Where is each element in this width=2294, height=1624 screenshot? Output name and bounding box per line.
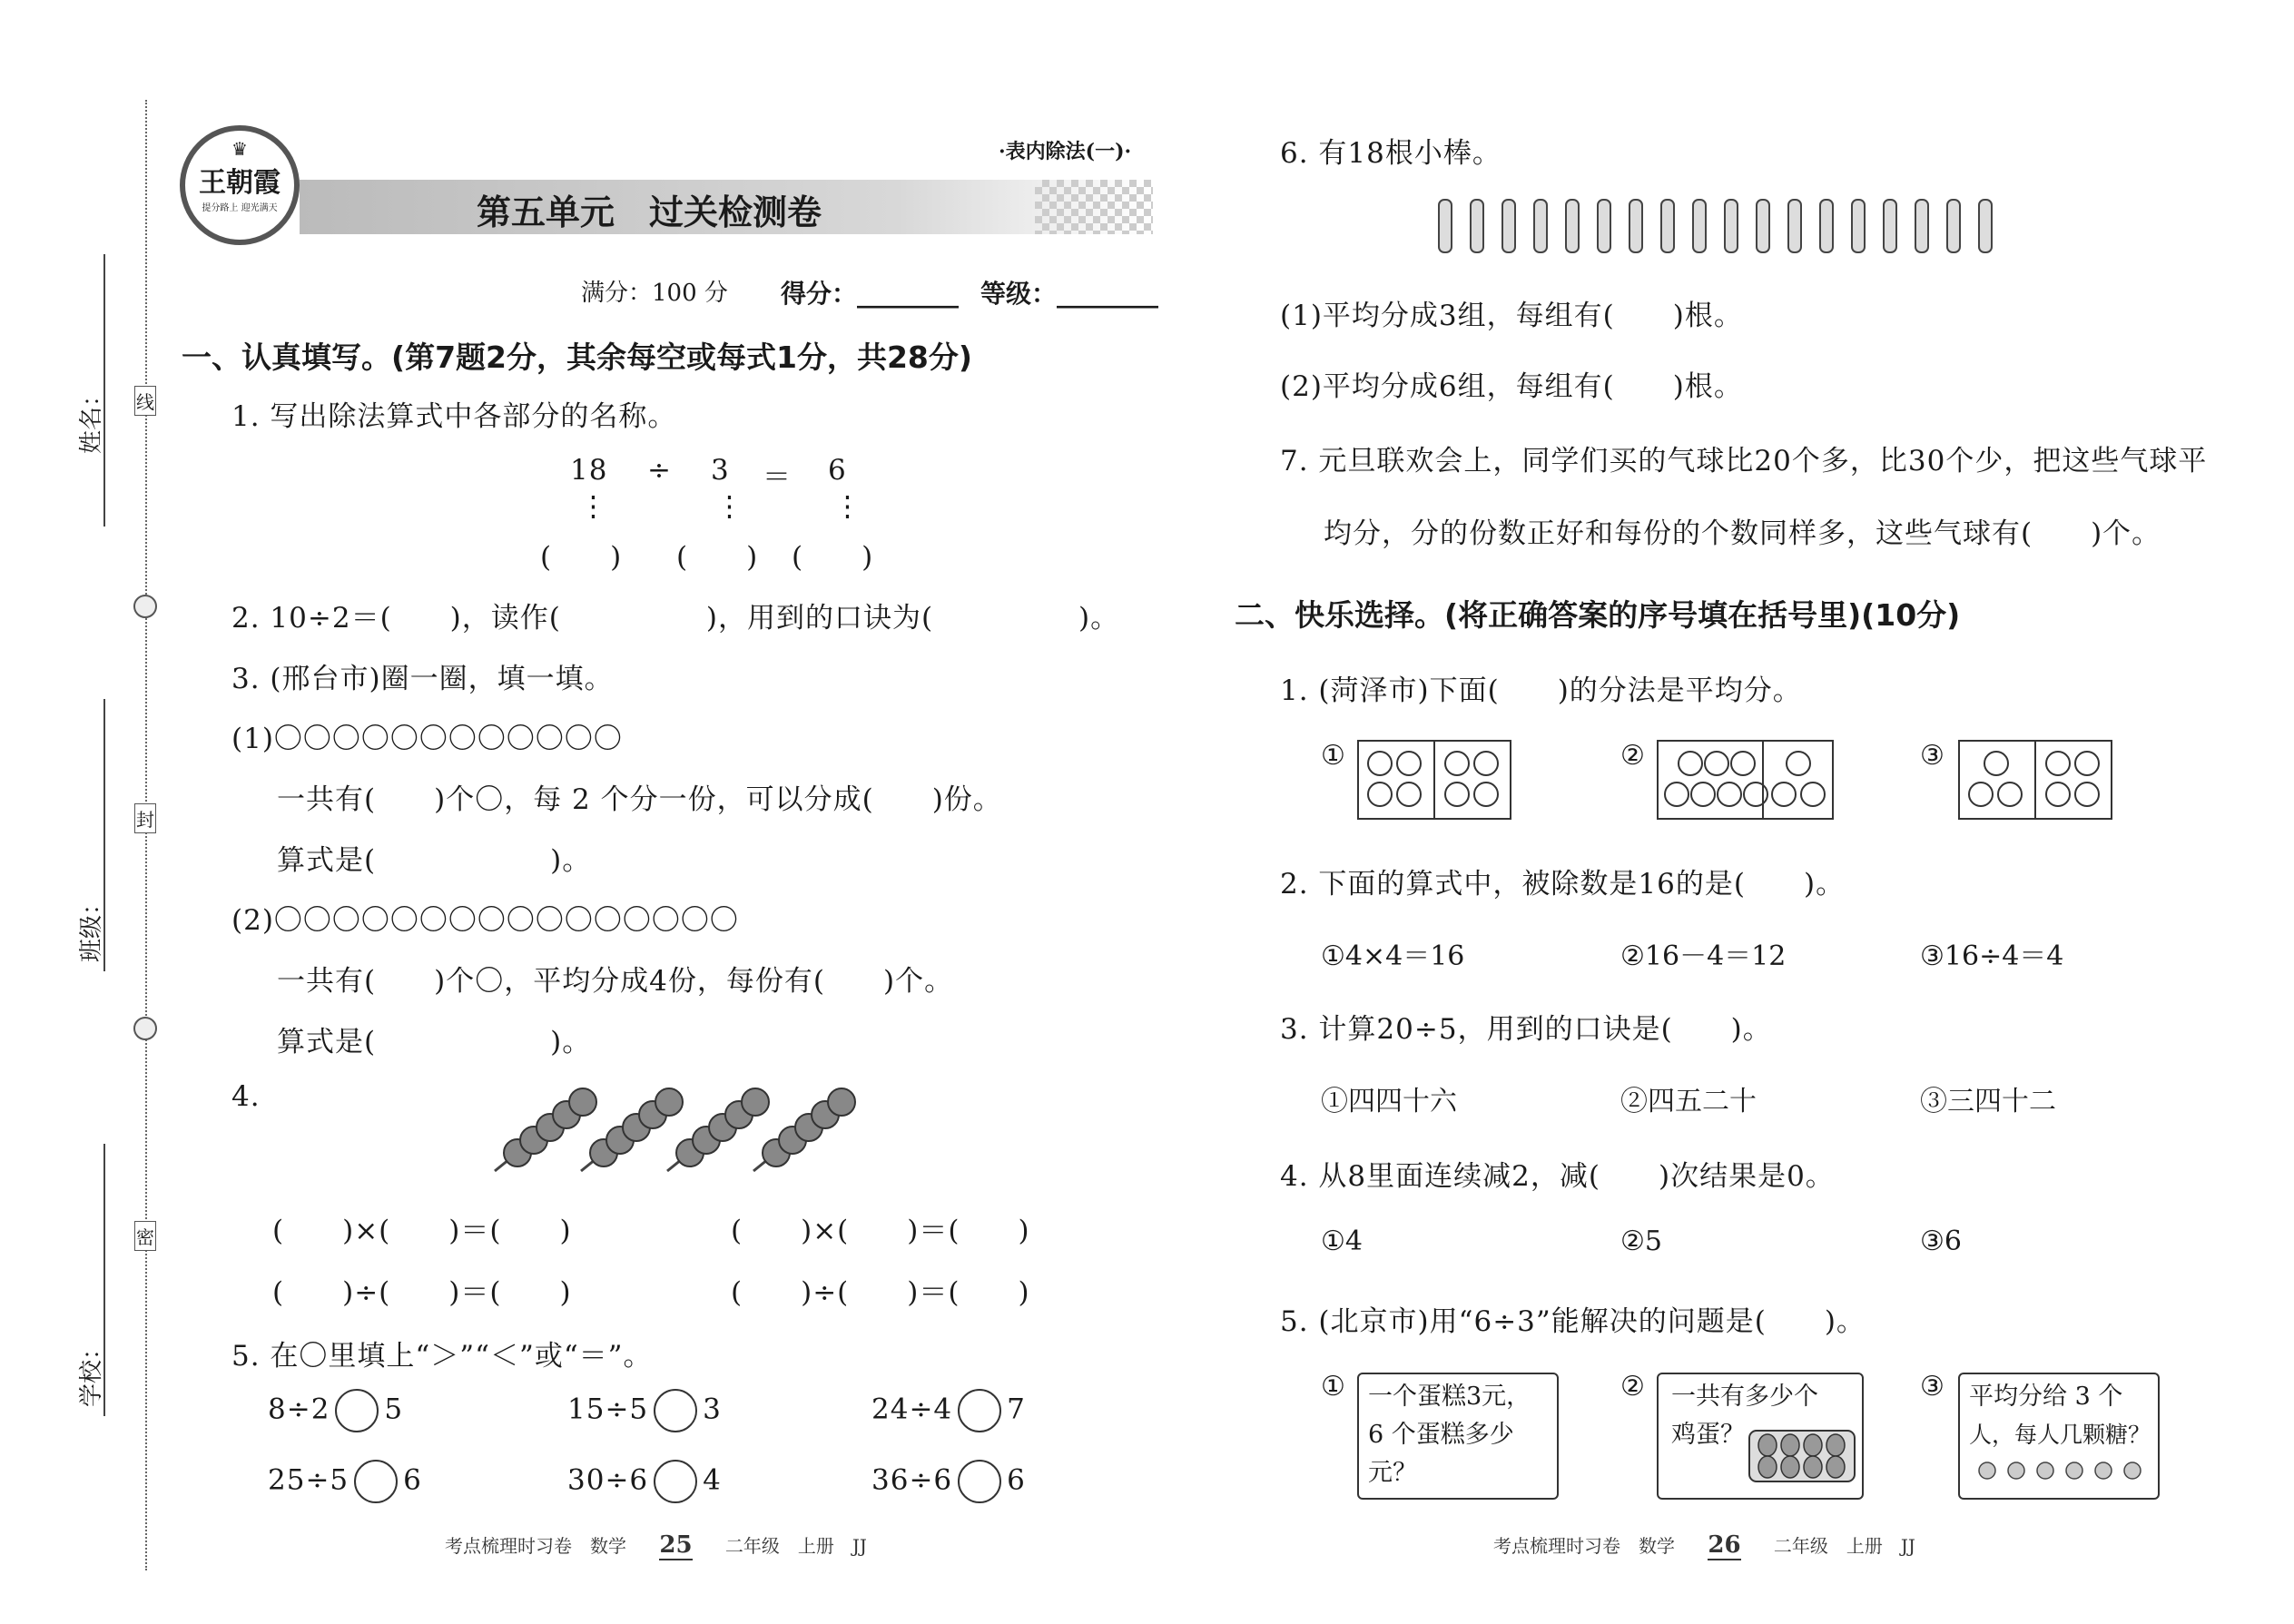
compare-circle[interactable] xyxy=(354,1460,398,1503)
box3-line1: 平均分给 3 个 xyxy=(1969,1383,2123,1411)
option-label[interactable]: ③ xyxy=(1920,1371,1944,1403)
page-number: 25 xyxy=(659,1531,693,1559)
stick-icon xyxy=(1979,200,1992,252)
s2-q4-option-3[interactable]: ③6 xyxy=(1920,1225,1962,1257)
q3-part1-line2: 算式是( )。 xyxy=(277,844,592,877)
stick-icon xyxy=(1471,200,1483,252)
q5-right: 7 xyxy=(1007,1393,1026,1426)
s2-q2-text: 2. 下面的算式中，被除数是16的是( )。 xyxy=(1280,868,1846,901)
s2-q3-text: 3. 计算20÷5，用到的口诀是( )。 xyxy=(1280,1013,1772,1046)
q5-item xyxy=(567,1389,722,1432)
q5-left: 36÷6 xyxy=(871,1463,953,1497)
logo-name: 王朝霞 xyxy=(199,167,281,199)
binding-hole-icon xyxy=(133,1017,157,1040)
q3-text: 3. (邢台市)圈一圈，填一填。 xyxy=(231,663,614,695)
q3-part2-circles: (2)〇〇〇〇〇〇〇〇〇〇〇〇〇〇〇〇 xyxy=(231,904,739,937)
expr-divisor: 3 xyxy=(711,454,730,487)
box1-line3: 元？ xyxy=(1368,1459,1417,1487)
footer-series: 考点梳理时习卷 数学 xyxy=(445,1535,626,1557)
problem-box-3 xyxy=(1958,1373,2160,1500)
problem-box-1 xyxy=(1357,1373,1559,1500)
q3-part1-line1: 一共有( )个〇，每 2 个分一份，可以分成( )份。 xyxy=(277,783,1002,816)
box2-line1: 一共有多少个 xyxy=(1671,1383,1818,1411)
blank-divisor[interactable]: ( ) xyxy=(676,541,759,574)
q5-left: 24÷4 xyxy=(871,1393,953,1426)
footer-grade: 二年级 上册 JJ xyxy=(1773,1535,1915,1557)
section2-title: 二、快乐选择。(将正确答案的序号填在括号里)(10分) xyxy=(1235,597,1961,633)
stick-icon xyxy=(1788,200,1801,252)
s2-q5-text: 5. (北京市)用“6÷3”能解决的问题是( )。 xyxy=(1280,1305,1866,1338)
stick-icon xyxy=(1884,200,1896,252)
compare-circle[interactable] xyxy=(958,1389,1001,1432)
option-label[interactable]: ③ xyxy=(1920,740,1944,772)
stick-icon xyxy=(1693,200,1706,252)
q5-item xyxy=(871,1460,1026,1503)
page-number: 26 xyxy=(1708,1531,1741,1559)
dots-2: ⋮ xyxy=(715,490,744,523)
q4-number: 4. xyxy=(231,1080,261,1113)
name-label: 姓名： xyxy=(78,382,105,454)
stick-icon xyxy=(1598,200,1610,252)
stick-icon xyxy=(1820,200,1833,252)
compare-circle[interactable] xyxy=(654,1389,697,1432)
s2-q3-option-3[interactable]: ③三四十二 xyxy=(1920,1086,2056,1117)
expr-equals: ＝ xyxy=(763,461,792,494)
q5-left: 25÷5 xyxy=(268,1463,350,1497)
footer-left xyxy=(445,1531,867,1559)
q3-part2-line1: 一共有( )个〇，平均分成4份，每份有( )个。 xyxy=(277,965,954,998)
stick-icon xyxy=(1725,200,1738,252)
option-label[interactable]: ② xyxy=(1620,740,1645,772)
q5-right: 6 xyxy=(403,1463,422,1497)
s2-q2-option-1[interactable]: ①4×4＝16 xyxy=(1321,940,1465,972)
stick-icon xyxy=(1757,200,1769,252)
q5-item xyxy=(268,1389,403,1432)
q6-part1: (1)平均分成3组，每组有( )根。 xyxy=(1280,300,1743,332)
school-label: 学校： xyxy=(78,1335,105,1407)
option-label[interactable]: ① xyxy=(1321,1371,1345,1403)
grouping-box-3 xyxy=(1958,740,2112,820)
q6-text: 6. 有18根小棒。 xyxy=(1280,137,1501,170)
stick-icon xyxy=(1534,200,1547,252)
egg-tray-icon xyxy=(1748,1422,1856,1485)
compare-circle[interactable] xyxy=(958,1460,1001,1503)
sticks-illustration xyxy=(1421,195,2011,259)
skewer-icon xyxy=(495,1088,596,1171)
full-score: 满分：100 分 xyxy=(581,280,728,307)
section-tag: ·表内除法(一)· xyxy=(999,140,1132,163)
q3-part1-circles: (1)〇〇〇〇〇〇〇〇〇〇〇〇 xyxy=(231,723,623,755)
grouping-box-2 xyxy=(1657,740,1834,820)
q5-right: 4 xyxy=(703,1463,722,1497)
q5-right: 3 xyxy=(703,1393,722,1426)
option-label[interactable]: ② xyxy=(1620,1371,1645,1403)
box1-line1: 一个蛋糕3元， xyxy=(1368,1383,1531,1411)
stick-icon xyxy=(1915,200,1928,252)
checker-decoration xyxy=(1035,180,1153,234)
q5-right: 5 xyxy=(384,1393,404,1426)
q5-item xyxy=(871,1389,1026,1432)
q2-text: 2. 10÷2＝( )，读作( )，用到的口诀为( )。 xyxy=(231,602,1120,635)
q7-line1: 7. 元旦联欢会上，同学们买的气球比20个多，比30个少，把这些气球平 xyxy=(1280,445,2208,477)
s2-q4-option-1[interactable]: ①4 xyxy=(1321,1225,1363,1257)
stick-icon xyxy=(1566,200,1579,252)
q4-row2-left[interactable]: ( )÷( )＝( ) xyxy=(272,1276,572,1309)
box1-line2: 6 个蛋糕多少 xyxy=(1368,1421,1514,1449)
expr-dividend: 18 xyxy=(570,454,608,487)
box2-line2: 鸡蛋？ xyxy=(1671,1421,1745,1449)
binding-hole-icon xyxy=(133,595,157,618)
footer-series: 考点梳理时习卷 数学 xyxy=(1493,1535,1675,1557)
crown-icon: ♛ xyxy=(231,138,248,160)
q5-item xyxy=(567,1460,722,1503)
blank-quotient[interactable]: ( ) xyxy=(792,541,874,574)
box3-line2: 人，每人几颗糖？ xyxy=(1969,1422,2151,1448)
stick-icon xyxy=(1502,200,1515,252)
mark-feng: 封 xyxy=(134,803,156,833)
q5-right: 6 xyxy=(1007,1463,1026,1497)
problem-box-2 xyxy=(1657,1373,1864,1500)
logo-tagline: 提分路上 迎光满天 xyxy=(202,203,278,213)
s2-q3-option-1[interactable]: ①四四十六 xyxy=(1321,1086,1457,1117)
mark-mi: 密 xyxy=(134,1221,156,1251)
page-title: 第五单元 过关检测卷 xyxy=(477,192,822,232)
s2-q4-option-2[interactable]: ②5 xyxy=(1620,1225,1662,1257)
mark-xian: 线 xyxy=(134,386,156,416)
q4-row1-left[interactable]: ( )×( )＝( ) xyxy=(272,1215,572,1247)
blank-dividend[interactable]: ( ) xyxy=(540,541,623,574)
q5-item xyxy=(268,1460,422,1503)
compare-circle[interactable] xyxy=(335,1389,379,1432)
s2-q1-text: 1. (菏泽市)下面( )的分法是平均分。 xyxy=(1280,674,1802,707)
stick-icon xyxy=(1629,200,1642,252)
q3-part2-line2: 算式是( )。 xyxy=(277,1026,592,1058)
q4-row2-right[interactable]: ( )÷( )＝( ) xyxy=(731,1276,1030,1309)
s2-q2-option-2[interactable]: ②16－4＝12 xyxy=(1620,940,1787,972)
logo xyxy=(180,125,300,245)
grade-field[interactable]: 等级：________ xyxy=(980,279,1159,309)
q6-part2: (2)平均分成6组，每组有( )根。 xyxy=(1280,370,1743,403)
q5-left: 30÷6 xyxy=(567,1463,649,1497)
s2-q4-text: 4. 从8里面连续减2，减( )次结果是0。 xyxy=(1280,1160,1835,1193)
footer-right xyxy=(1493,1531,1915,1559)
q7-line2: 均分，分的份数正好和每份的个数同样多，这些气球有( )个。 xyxy=(1324,517,2161,550)
option-label[interactable]: ① xyxy=(1321,740,1345,772)
q5-left: 8÷2 xyxy=(268,1393,330,1426)
score-field[interactable]: 得分：________ xyxy=(781,279,960,309)
compare-circle[interactable] xyxy=(654,1460,697,1503)
stick-icon xyxy=(1947,200,1960,252)
dots-1: ⋮ xyxy=(579,490,608,523)
dots-3: ⋮ xyxy=(833,490,862,523)
footer-grade: 二年级 上册 JJ xyxy=(724,1535,867,1557)
grouping-box-1 xyxy=(1357,740,1511,820)
tanghulu-skewers-illustration xyxy=(490,1062,890,1180)
s2-q2-option-3[interactable]: ③16÷4＝4 xyxy=(1920,940,2064,972)
q5-text: 5. 在〇里填上“＞”“＜”或“＝”。 xyxy=(231,1340,653,1373)
expr-div-sign: ÷ xyxy=(647,454,672,487)
s2-q3-option-2[interactable]: ②四五二十 xyxy=(1620,1086,1757,1117)
q5-left: 15÷5 xyxy=(567,1393,649,1426)
expr-quotient: 6 xyxy=(828,454,847,487)
stick-icon xyxy=(1852,200,1865,252)
q4-row1-right[interactable]: ( )×( )＝( ) xyxy=(731,1215,1030,1247)
stick-icon xyxy=(1439,200,1452,252)
q1-text: 1. 写出除法算式中各部分的名称。 xyxy=(231,400,677,433)
class-label: 班级： xyxy=(78,891,105,962)
stick-icon xyxy=(1661,200,1674,252)
candies-icon xyxy=(1969,1454,2151,1487)
section1-title: 一、认真填写。(第7题2分，其余每空或每式1分，共28分) xyxy=(182,340,972,375)
